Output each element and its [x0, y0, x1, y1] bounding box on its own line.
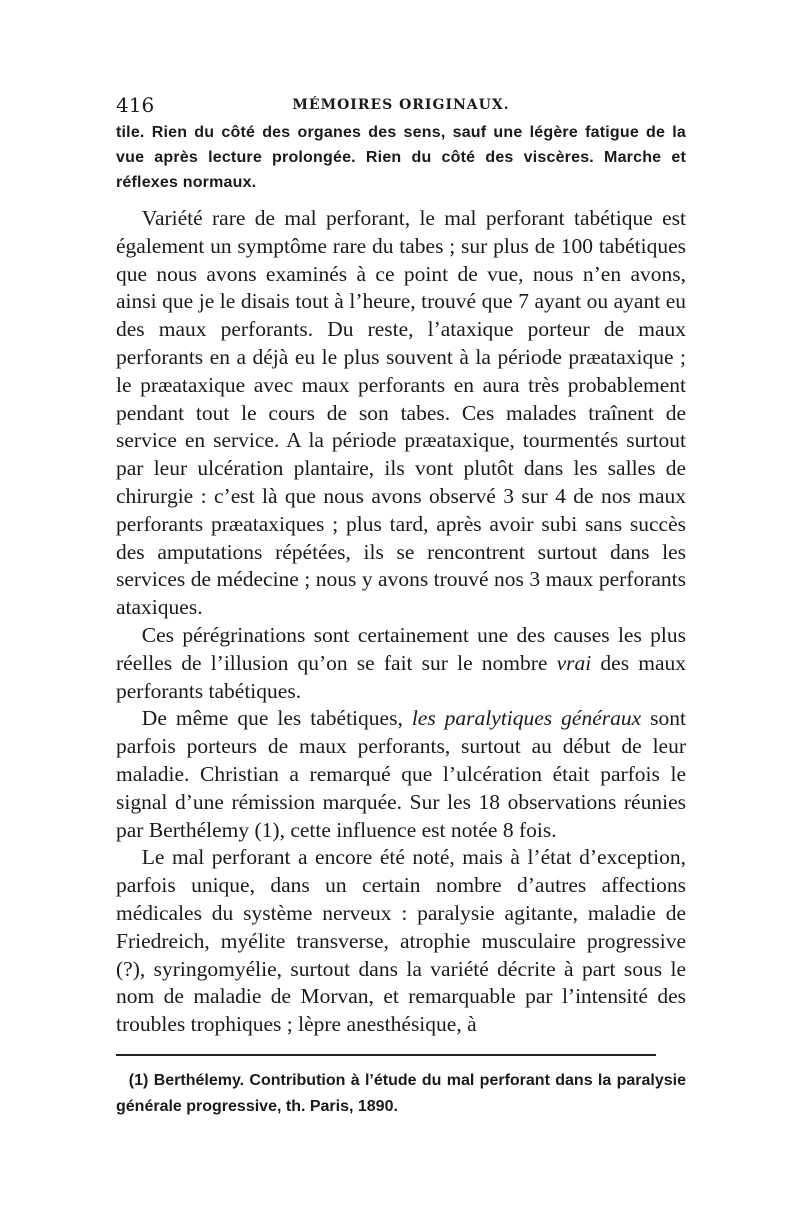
- paragraph-3-text-b: sont parfois porteurs de maux perforants, surtout au début de leur maladie. Christian a remarqué que l’ulcération était parfois le signal d’une rémission marquée. Sur les 18 observations réunies par Berthélemy (1), cette influence est notée 8 fois.: [116, 706, 687, 842]
- paragraph-2-text-a: Ces pérégrinations sont certainement une des causes les plus réelles de l’illusion qu’on se fait sur le nombre: [116, 622, 686, 675]
- footnote: (1) Berthélemy. Contribution à l’étude du mal perforant dans la paralysie générale progressive, th. Paris, 1890.: [116, 1072, 686, 1115]
- paragraph-3-text-a: De même que les tabétiques,: [141, 706, 412, 731]
- paragraph-3-italic: les paralytiques généraux: [411, 706, 642, 731]
- page-number: 416: [116, 93, 155, 117]
- paragraph-2: [116, 622, 686, 705]
- paragraph-3: [116, 705, 686, 844]
- footnote-divider: [116, 1054, 656, 1056]
- paragraph-2-text-b: des maux perforants tabétiques.: [116, 650, 686, 703]
- paragraph-2-italic: vrai: [556, 650, 592, 675]
- intro-paragraph: tile. Rien du côté des organes des sens, sauf une légère fatigue de la vue après lecture prolongée. Rien du côté des viscères. Marche et réflexes normaux.: [116, 124, 686, 191]
- paragraph-4: Le mal perforant a encore été noté, mais à l’état d’exception, parfois unique, dans un certain nombre d’autres affections médicales du système nerveux : paralysie agitante, maladie de Friedreich, myélite transverse, atrophie musculaire progressive (?), syringomyélie, surtout dans la variété décrite à part sous le nom de maladie de Morvan, et remarquable par l’intensité des troubles trophiques ; lèpre anesthésique, à: [116, 845, 686, 1037]
- paragraph-1: Variété rare de mal perforant, le mal perforant tabétique est également un symptôme rare du tabes ; sur plus de 100 tabétiques que nous avons examinés à ce point de vue, nous n’en avons, ainsi que je le disais tout à l’heure, trouvé que 7 ayant ou ayant eu des maux perforants. Du reste, l’ataxique porteur de maux perforants en a déjà eu le plus souvent à la période præataxique ; le præataxique avec maux perforants en aura très probablement pendant tout le cours de son tabes. Ces malades traînent de service en service. A la période præataxique, tourmentés surtout par leur ulcération plantaire, ils vont plutôt dans les salles de chirurgie : c’est là que nous avons observé 3 sur 4 de nos maux perforants præataxiques ; plus tard, après avoir subi sans succès des amputations répétées, ils se rencontrent surtout dans les services de médecine ; nous y avons trouvé nos 3 maux perforants ataxiques.: [116, 206, 686, 620]
- page-header: [116, 93, 686, 123]
- running-title: MÉMOIRES ORIGINAUX.: [292, 97, 510, 113]
- body-text: [116, 120, 686, 1039]
